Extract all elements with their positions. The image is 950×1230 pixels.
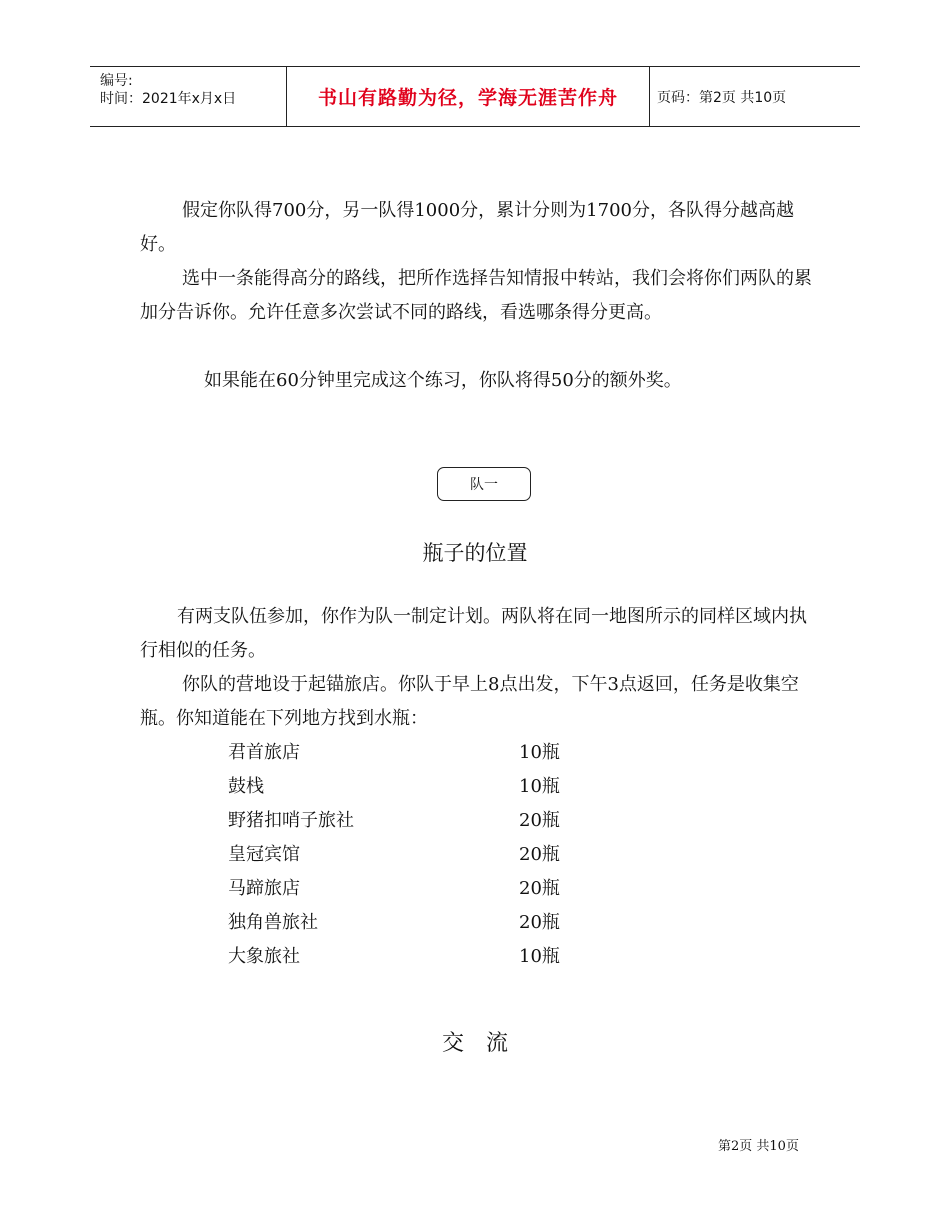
list-item xyxy=(228,838,588,872)
exchange-title: 交 流 xyxy=(441,1031,508,1056)
bottle-count: 10瓶 xyxy=(519,776,560,797)
section-title: 瓶子的位置 xyxy=(422,541,528,565)
bottle-count: 10瓶 xyxy=(519,946,560,967)
list-item xyxy=(228,736,588,770)
bottle-locations-list xyxy=(228,736,588,974)
intro-paragraph-2: 选中一条能得高分的路线，把所作选择告知情报中转站，我们会将你们两队的累加分告诉你。允许任意多次尝试不同的路线，看选哪条得分更高。 xyxy=(140,268,812,323)
location-name: 野猪扣哨子旅社 xyxy=(228,810,354,831)
document-number-label: 编号: xyxy=(100,73,133,89)
location-name: 独角兽旅社 xyxy=(228,912,318,933)
location-name: 大象旅社 xyxy=(228,946,300,967)
list-item xyxy=(228,906,588,940)
page-footer: 第2页 共10页 xyxy=(718,1139,799,1154)
location-name: 马蹄旅店 xyxy=(228,878,300,899)
motto: 书山有路勤为径，学海无涯苦作舟 xyxy=(317,87,618,109)
intro-paragraph-3: 如果能在60分钟里完成这个练习，你队将得50分的额外奖。 xyxy=(204,370,682,391)
location-name: 君首旅店 xyxy=(228,742,300,763)
page-header xyxy=(90,66,860,127)
task-paragraph-2: 你队的营地设于起锚旅店。你队于早上8点出发，下午3点返回，任务是收集空瓶。你知道能在下列地方找到水瓶： xyxy=(140,674,799,729)
header-page-cell xyxy=(649,67,860,126)
location-name: 鼓栈 xyxy=(228,776,264,797)
team-label: 队一 xyxy=(470,477,498,493)
task-paragraph-1: 有两支队伍参加，你作为队一制定计划。两队将在同一地图所示的同样区域内执行相似的任务。 xyxy=(140,606,807,661)
list-item xyxy=(228,804,588,838)
bottle-count: 20瓶 xyxy=(519,810,560,831)
document-date: 时间：2021年x月x日 xyxy=(100,91,237,107)
list-item xyxy=(228,770,588,804)
list-item xyxy=(228,940,588,974)
header-meta xyxy=(90,67,286,126)
bottle-count: 20瓶 xyxy=(519,912,560,933)
bottle-count: 20瓶 xyxy=(519,878,560,899)
page-number: 页码：第2页 共10页 xyxy=(657,89,787,106)
bottle-count: 10瓶 xyxy=(519,742,560,763)
bottle-count: 20瓶 xyxy=(519,844,560,865)
header-motto-cell xyxy=(286,67,650,126)
list-item xyxy=(228,872,588,906)
location-name: 皇冠宾馆 xyxy=(228,844,300,865)
intro-paragraph-1: 假定你队得700分，另一队得1000分，累计分则为1700分，各队得分越高越好。 xyxy=(140,200,794,255)
team-label-box xyxy=(437,467,531,501)
